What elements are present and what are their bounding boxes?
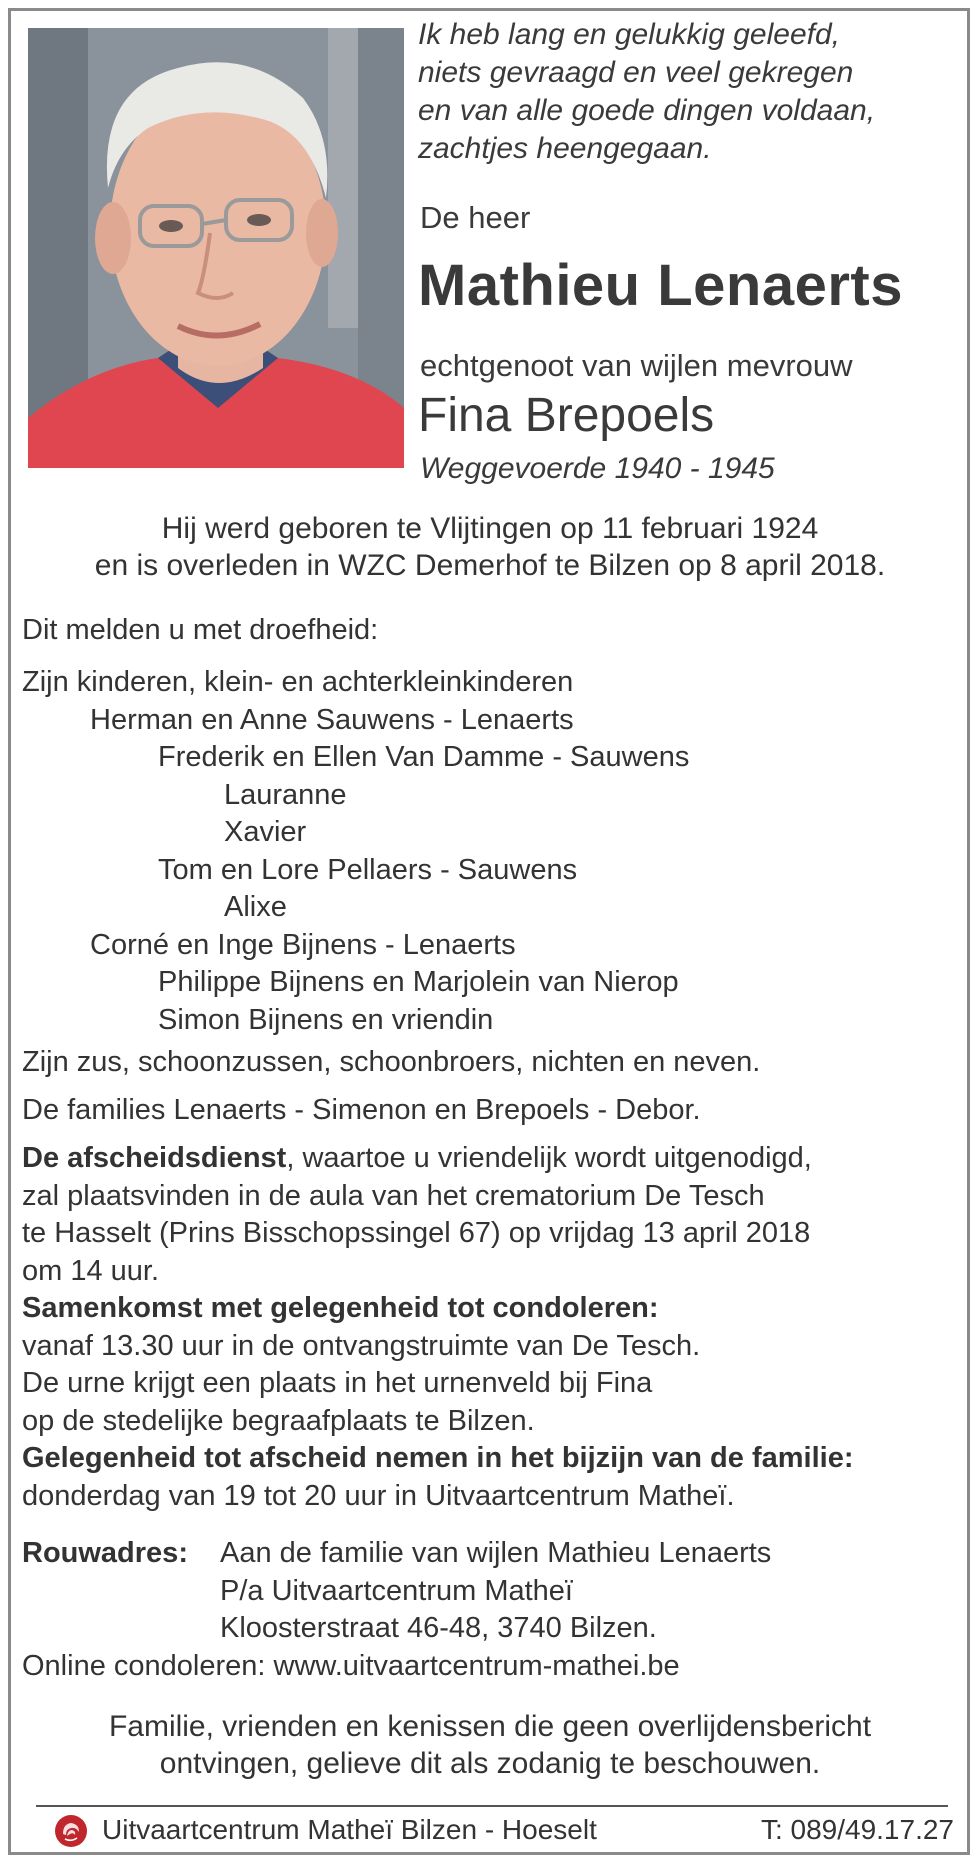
address-label: Rouwadres:	[22, 1537, 188, 1569]
service-line: zal plaatsvinden in de aula van het crematorium De Tesch	[22, 1179, 765, 1212]
footer-phone: T: 089/49.17.27	[760, 1814, 954, 1845]
family-member: Tom en Lore Pellaers - Sauwens	[158, 853, 578, 886]
gathering-line: vanaf 13.30 uur in de ontvangstruimte van De Tesch.	[22, 1329, 701, 1362]
notice-statement	[0, 1708, 980, 1782]
urn-line: op de stedelijke begraafplaats te Bilzen.	[22, 1404, 535, 1437]
family-member: Frederik en Ellen Van Damme - Sauwens	[158, 741, 690, 773]
service-line: om 14 uur.	[22, 1254, 160, 1287]
service-invitation: , waartoe u vriendelijk wordt uitgenodigd,	[286, 1142, 812, 1174]
footer-divider	[36, 1805, 948, 1807]
farewell-line: donderdag van 19 tot 20 uur in Uitvaartcentrum Matheï.	[22, 1479, 735, 1512]
deceased-name: Mathieu Lenaerts	[418, 253, 903, 318]
birth-line: Hij werd geboren te Vlijtingen op 11 februari 1924	[161, 512, 819, 545]
address-line: P/a Uitvaartcentrum Matheï	[220, 1574, 573, 1607]
gathering-title-text: Samenkomst met gelegenheid tot condoleren:	[22, 1292, 659, 1324]
spouse-name: Fina Brepoels	[418, 389, 715, 442]
family-member: Lauranne	[224, 778, 347, 811]
rose-logo-icon	[54, 1814, 88, 1848]
family-list	[22, 664, 689, 1039]
gathering-title	[22, 1290, 853, 1328]
family-member: Zijn kinderen, klein- en achterkleinkinderen	[22, 666, 574, 698]
footer	[54, 1810, 954, 1850]
service-title: De afscheidsdienst	[22, 1142, 287, 1174]
family-member: Philippe Bijnens en Marjolein van Nierop	[158, 966, 679, 998]
service-line	[22, 1140, 853, 1178]
birth-death-statement	[0, 510, 980, 584]
family-member: Corné en Inge Bijnens - Lenaerts	[90, 928, 516, 961]
family-member: Alixe	[224, 891, 287, 923]
address-spacer	[22, 1610, 220, 1648]
funeral-service-details	[22, 1140, 853, 1515]
family-member: Xavier	[224, 816, 307, 848]
families-line: De families Lenaerts - Simenon en Brepoels - Debor.	[22, 1094, 701, 1126]
online-condolence-link[interactable]: Online condoleren: www.uitvaartcentrum-mathei.be	[22, 1649, 680, 1682]
death-line: en is overleden in WZC Demerhof te Bilzen op 8 april 2018.	[94, 549, 886, 582]
urn-line: De urne krijgt een plaats in het urnenveld bij Fina	[22, 1367, 653, 1399]
spouse-note: Weggevoerde 1940 - 1945	[420, 452, 775, 485]
farewell-title-text: Gelegenheid tot afscheid nemen in het bijzijn van de familie:	[22, 1442, 854, 1474]
announcement-label: Dit melden u met droefheid:	[22, 614, 379, 646]
address-spacer	[22, 1573, 220, 1611]
footer-company: Uitvaartcentrum Matheï Bilzen - Hoeselt	[102, 1814, 597, 1845]
address-row	[22, 1610, 771, 1648]
poem-line: niets gevraagd en veel gekregen	[418, 56, 854, 89]
relatives-line: Zijn zus, schoonzussen, schoonbroers, nichten en neven.	[22, 1046, 761, 1078]
poem-line: Ik heb lang en gelukkig geleefd,	[418, 18, 840, 51]
poem	[418, 16, 875, 168]
notice-line: Familie, vrienden en kenissen die geen overlijdensbericht	[108, 1710, 872, 1743]
address-row	[22, 1535, 771, 1573]
family-member: Herman en Anne Sauwens - Lenaerts	[90, 703, 574, 736]
farewell-title	[22, 1440, 853, 1478]
family-member: Simon Bijnens en vriendin	[158, 1003, 494, 1036]
address-line: Aan de familie van wijlen Mathieu Lenaerts	[220, 1537, 772, 1569]
notice-line: ontvingen, gelieve dit als zodanig te beschouwen.	[159, 1747, 821, 1780]
address-row	[22, 1573, 771, 1611]
poem-line: en van alle goede dingen voldaan,	[418, 94, 876, 127]
spouse-intro: echtgenoot van wijlen mevrouw	[420, 348, 853, 383]
address-line: Kloosterstraat 46-48, 3740 Bilzen.	[220, 1612, 657, 1644]
honorific: De heer	[420, 200, 531, 235]
portrait-photo	[28, 28, 404, 468]
service-line: te Hasselt (Prins Bisschopssingel 67) op vrijdag 13 april 2018	[22, 1217, 811, 1249]
mourning-address	[22, 1535, 771, 1685]
poem-line: zachtjes heengegaan.	[418, 132, 712, 165]
